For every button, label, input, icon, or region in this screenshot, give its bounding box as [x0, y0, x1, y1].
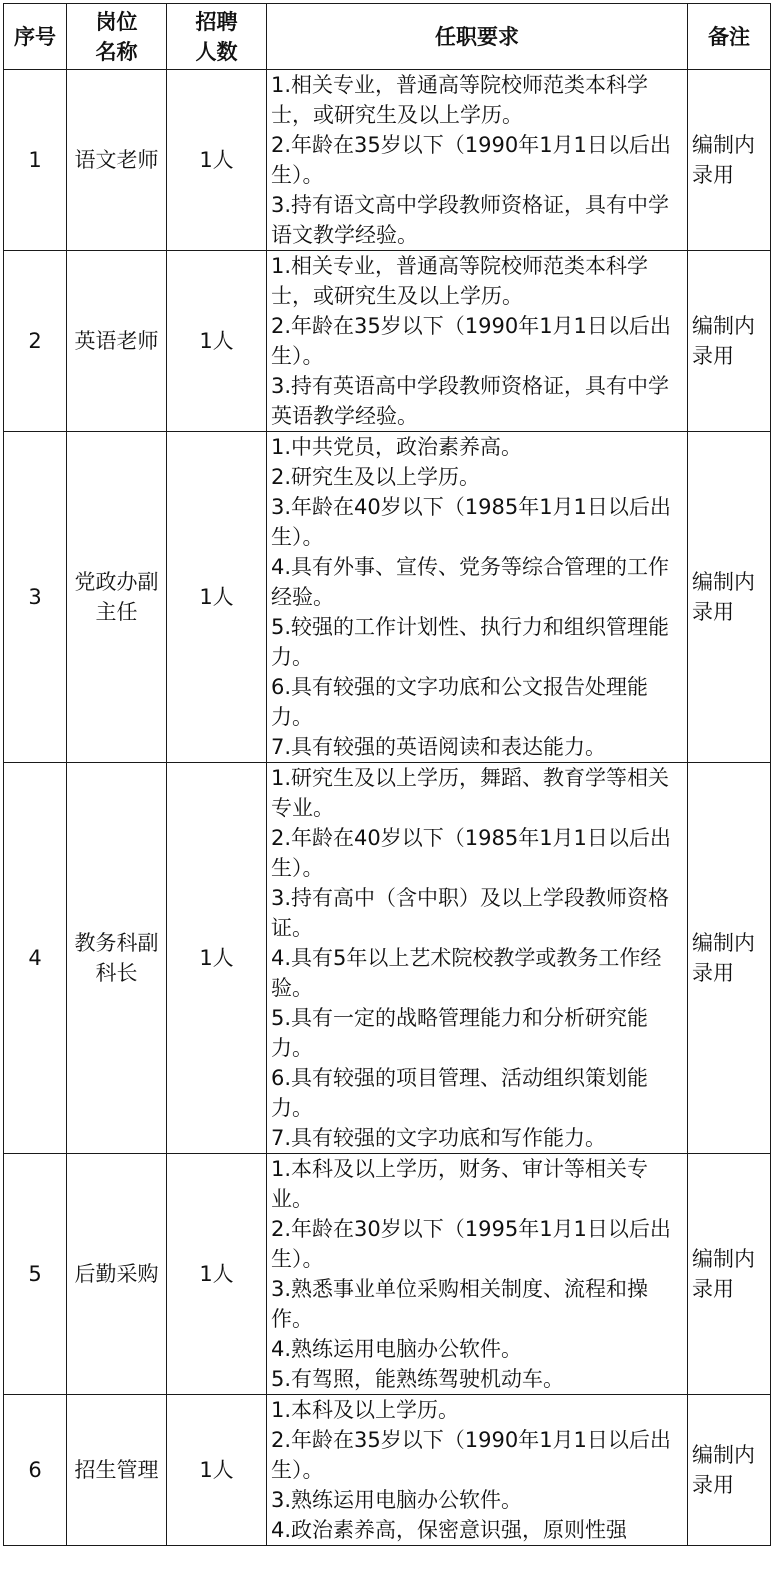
requirement-item: 7.具有较强的文字功底和写作能力。	[271, 1126, 607, 1150]
requirement-item: 4.政治素养高，保密意识强，原则性强	[271, 1518, 628, 1542]
table-row	[4, 1395, 771, 1546]
requirement-item: 2.年龄在35岁以下（1990年1月1日以后出生）。	[271, 133, 671, 187]
requirement-item: 4.具有5年以上艺术院校教学或教务工作经验。	[271, 946, 662, 1000]
cell-num: 5	[4, 1154, 67, 1395]
cell-count: 1人	[167, 70, 267, 251]
requirement-item: 2.年龄在30岁以下（1995年1月1日以后出生）。	[271, 1217, 671, 1271]
cell-requirements	[267, 763, 688, 1154]
header-num: 序号	[4, 4, 67, 70]
requirement-item: 1.本科及以上学历，财务、审计等相关专业。	[271, 1157, 649, 1211]
cell-note: 编制内录用	[688, 1395, 771, 1546]
requirement-item: 5.有驾照，能熟练驾驶机动车。	[271, 1367, 565, 1391]
cell-num: 1	[4, 70, 67, 251]
header-name-line: 岗位	[95, 9, 138, 34]
cell-count: 1人	[167, 432, 267, 763]
requirement-item: 4.具有外事、宣传、党务等综合管理的工作经验。	[271, 555, 670, 609]
header-name	[67, 4, 167, 70]
table-row	[4, 763, 771, 1154]
table-body	[4, 70, 771, 1546]
recruitment-table-wrapper	[3, 3, 775, 1546]
requirement-item: 2.年龄在35岁以下（1990年1月1日以后出生）。	[271, 314, 671, 368]
cell-position-name	[67, 251, 167, 432]
table-row	[4, 432, 771, 763]
requirement-item: 3.熟练运用电脑办公软件。	[271, 1488, 523, 1512]
header-requirements: 任职要求	[267, 4, 688, 70]
requirement-item: 5.具有一定的战略管理能力和分析研究能力。	[271, 1006, 649, 1060]
header-name-line: 名称	[95, 39, 138, 64]
cell-count: 1人	[167, 251, 267, 432]
cell-requirements	[267, 432, 688, 763]
cell-num: 3	[4, 432, 67, 763]
cell-note: 编制内录用	[688, 763, 771, 1154]
cell-note: 编制内录用	[688, 70, 771, 251]
requirement-item: 3.持有英语高中学段教师资格证，具有中学英语教学经验。	[271, 374, 670, 428]
cell-requirements	[267, 1154, 688, 1395]
cell-requirements	[267, 251, 688, 432]
requirement-item: 3.熟悉事业单位采购相关制度、流程和操作。	[271, 1277, 649, 1331]
requirement-item: 1.研究生及以上学历，舞蹈、教育学等相关专业。	[271, 766, 670, 820]
position-name-line: 主任	[95, 600, 138, 624]
position-name-line: 党政办副	[74, 570, 159, 594]
cell-note: 编制内录用	[688, 251, 771, 432]
requirement-item: 1.相关专业，普通高等院校师范类本科学士，或研究生及以上学历。	[271, 254, 649, 308]
requirement-item: 1.相关专业，普通高等院校师范类本科学士，或研究生及以上学历。	[271, 73, 649, 127]
cell-count: 1人	[167, 1395, 267, 1546]
cell-position-name	[67, 1395, 167, 1546]
cell-num: 6	[4, 1395, 67, 1546]
position-name-line: 招生管理	[74, 1458, 159, 1482]
cell-num: 2	[4, 251, 67, 432]
requirement-item: 1.本科及以上学历。	[271, 1398, 460, 1422]
table-row	[4, 1154, 771, 1395]
cell-position-name	[67, 763, 167, 1154]
cell-note: 编制内录用	[688, 432, 771, 763]
position-name-line: 科长	[95, 961, 138, 985]
requirement-item: 1.中共党员，政治素养高。	[271, 435, 523, 459]
cell-requirements	[267, 70, 688, 251]
cell-count: 1人	[167, 763, 267, 1154]
requirement-item: 2.年龄在35岁以下（1990年1月1日以后出生）。	[271, 1428, 671, 1482]
requirement-item: 6.具有较强的文字功底和公文报告处理能力。	[271, 675, 649, 729]
table-row	[4, 70, 771, 251]
cell-num: 4	[4, 763, 67, 1154]
cell-position-name	[67, 1154, 167, 1395]
header-row	[4, 4, 771, 70]
cell-requirements	[267, 1395, 688, 1546]
position-name-line: 后勤采购	[74, 1262, 159, 1286]
requirement-item: 5.较强的工作计划性、执行力和组织管理能力。	[271, 615, 670, 669]
requirement-item: 4.熟练运用电脑办公软件。	[271, 1337, 523, 1361]
position-name-line: 教务科副	[74, 931, 159, 955]
table-row	[4, 251, 771, 432]
header-count-line: 招聘	[195, 9, 238, 34]
requirement-item: 3.持有语文高中学段教师资格证，具有中学语文教学经验。	[271, 193, 670, 247]
cell-position-name	[67, 70, 167, 251]
requirement-item: 7.具有较强的英语阅读和表达能力。	[271, 735, 607, 759]
requirement-item: 2.年龄在40岁以下（1985年1月1日以后出生）。	[271, 826, 671, 880]
requirement-item: 2.研究生及以上学历。	[271, 465, 481, 489]
position-name-line: 英语老师	[74, 329, 159, 353]
requirement-item: 6.具有较强的项目管理、活动组织策划能力。	[271, 1066, 649, 1120]
cell-count: 1人	[167, 1154, 267, 1395]
header-count-line: 人数	[195, 39, 238, 64]
position-name-line: 语文老师	[74, 148, 159, 172]
recruitment-table	[3, 3, 771, 1546]
cell-note: 编制内录用	[688, 1154, 771, 1395]
header-count	[167, 4, 267, 70]
header-note: 备注	[688, 4, 771, 70]
requirement-item: 3.持有高中（含中职）及以上学段教师资格证。	[271, 886, 670, 940]
requirement-item: 3.年龄在40岁以下（1985年1月1日以后出生）。	[271, 495, 671, 549]
cell-position-name	[67, 432, 167, 763]
